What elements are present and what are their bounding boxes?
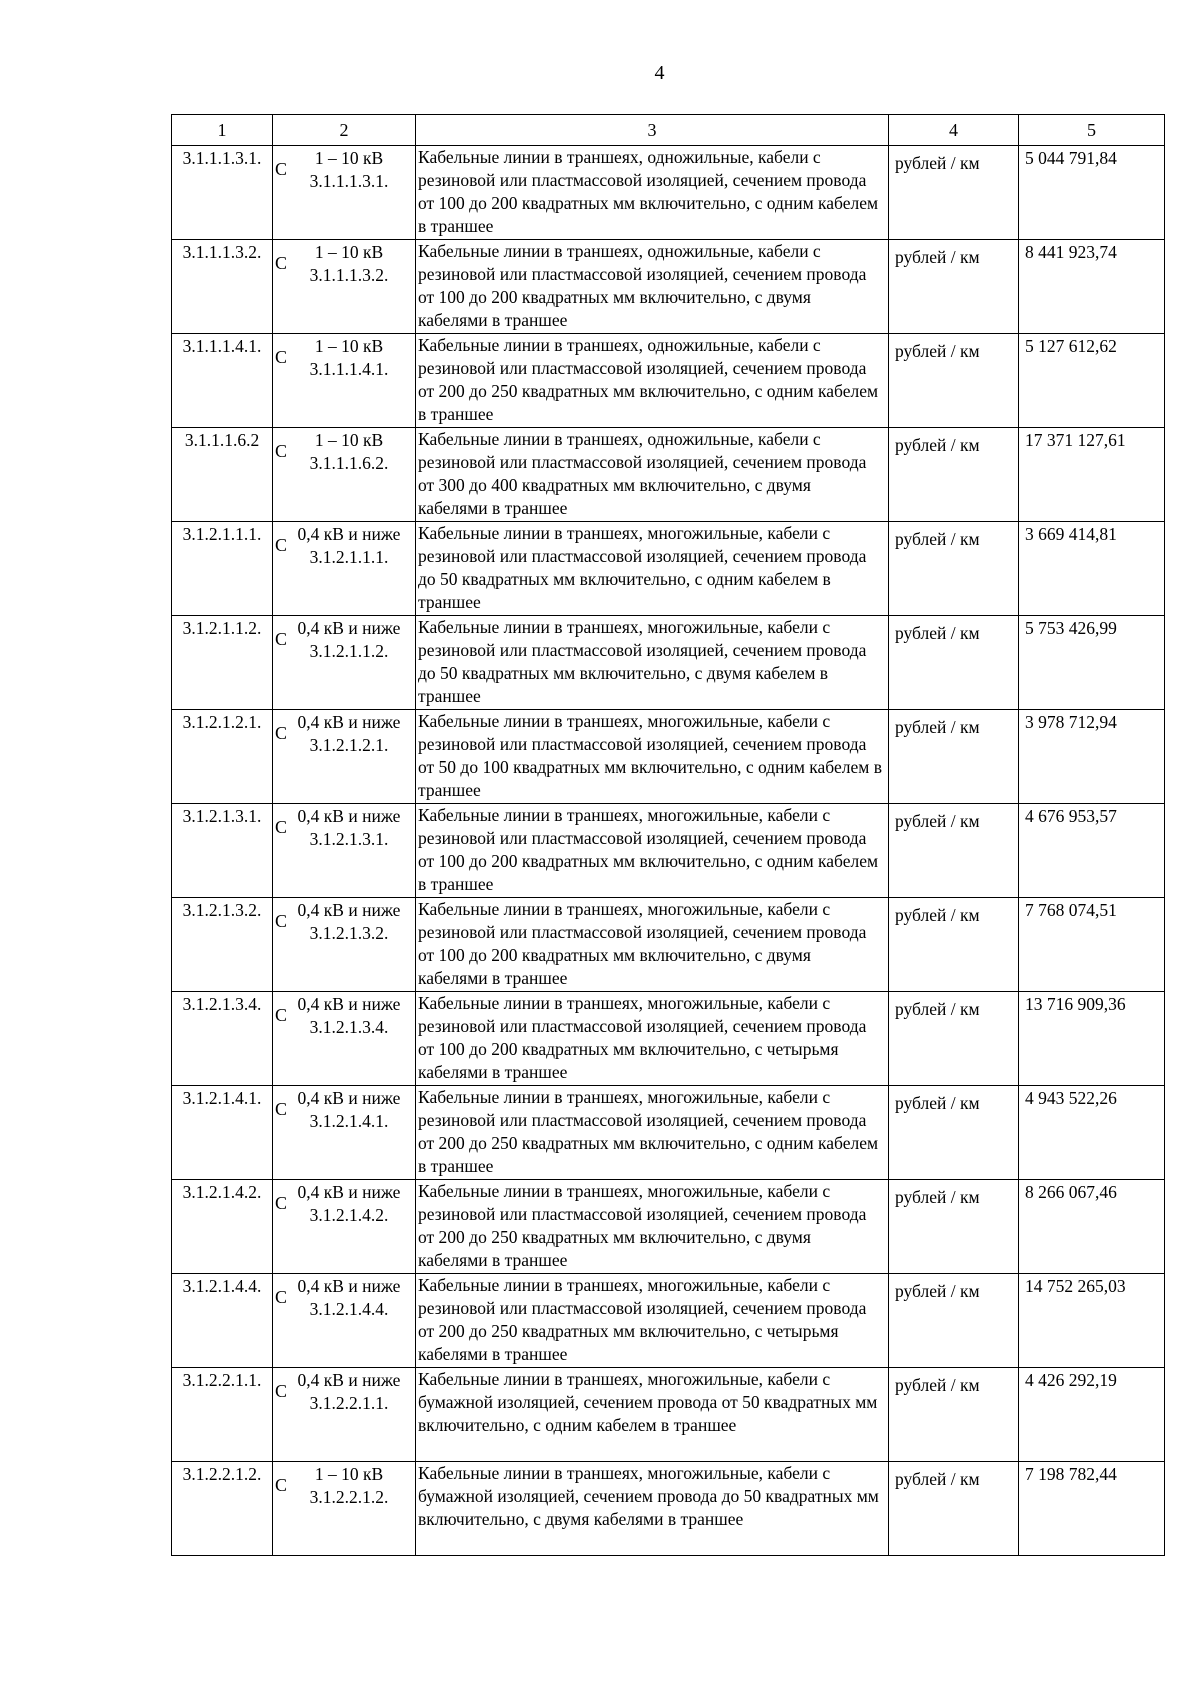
header-row: [172, 115, 1165, 146]
voltage-cell: [273, 428, 416, 522]
sub-code: 3.1.1.1.3.1.: [309, 171, 389, 191]
column-header: 1: [172, 115, 273, 146]
item-description: Кабельные линии в траншеях, одножильные, кабели с резиновой или пластмассовой изоляцией, сечением провода от 200 до 250 квадратных мм включительно, с одним кабелем в траншее: [416, 334, 889, 428]
item-description: Кабельные линии в траншеях, многожильные, кабели с бумажной изоляцией, сечением провода до 50 квадратных мм включительно, с двумя кабелями в траншее: [416, 1462, 889, 1556]
price: 7 768 074,51: [1019, 898, 1165, 992]
voltage-class: 0,4 кВ и ниже: [297, 712, 401, 732]
c-marker: С: [275, 1475, 288, 1495]
item-code: 3.1.1.1.3.1.: [172, 146, 273, 240]
c-marker: С: [275, 1005, 288, 1025]
unit: рублей / км: [889, 428, 1019, 522]
table-row: [172, 146, 1165, 240]
price: 3 669 414,81: [1019, 522, 1165, 616]
c-marker: С: [275, 347, 288, 367]
price: 4 943 522,26: [1019, 1086, 1165, 1180]
item-code: 3.1.2.1.1.2.: [172, 616, 273, 710]
c-marker: С: [275, 1099, 288, 1119]
voltage-class: 0,4 кВ и ниже: [297, 1182, 401, 1202]
c-marker: С: [275, 1381, 288, 1401]
c-marker: С: [275, 535, 288, 555]
sub-code: 3.1.2.1.4.2.: [309, 1205, 389, 1225]
price: 7 198 782,44: [1019, 1462, 1165, 1556]
sub-code: 3.1.1.1.4.1.: [309, 359, 389, 379]
sub-code: 3.1.2.1.1.2.: [309, 641, 389, 661]
sub-code: 3.1.1.1.6.2.: [309, 453, 389, 473]
voltage-class: 1 – 10 кВ: [314, 1464, 384, 1484]
item-description: Кабельные линии в траншеях, одножильные, кабели с резиновой или пластмассовой изоляцией, сечением провода от 100 до 200 квадратных мм включительно, с одним кабелем в траншее: [416, 146, 889, 240]
unit: рублей / км: [889, 522, 1019, 616]
sub-code: 3.1.2.1.2.1.: [309, 735, 389, 755]
voltage-cell: [273, 522, 416, 616]
unit: рублей / км: [889, 1180, 1019, 1274]
table-row: [172, 898, 1165, 992]
item-description: Кабельные линии в траншеях, многожильные, кабели с бумажной изоляцией, сечением провода от 50 квадратных мм включительно, с одним кабелем в траншее: [416, 1368, 889, 1462]
c-marker: С: [275, 629, 288, 649]
table-row: [172, 522, 1165, 616]
item-code: 3.1.2.1.2.1.: [172, 710, 273, 804]
voltage-cell: [273, 334, 416, 428]
c-marker: С: [275, 911, 288, 931]
unit: рублей / км: [889, 804, 1019, 898]
price: 3 978 712,94: [1019, 710, 1165, 804]
voltage-class: 1 – 10 кВ: [314, 148, 384, 168]
column-header: 5: [1019, 115, 1165, 146]
table-body: [172, 146, 1165, 1556]
table-row: [172, 1274, 1165, 1368]
unit: рублей / км: [889, 334, 1019, 428]
voltage-cell: [273, 1368, 416, 1462]
item-code: 3.1.2.2.1.1.: [172, 1368, 273, 1462]
price: 8 441 923,74: [1019, 240, 1165, 334]
sub-code: 3.1.2.2.1.1.: [309, 1393, 389, 1413]
item-code: 3.1.2.1.3.4.: [172, 992, 273, 1086]
item-code: 3.1.2.1.3.1.: [172, 804, 273, 898]
unit: рублей / км: [889, 898, 1019, 992]
voltage-class: 1 – 10 кВ: [314, 430, 384, 450]
c-marker: С: [275, 159, 288, 179]
c-marker: С: [275, 441, 288, 461]
voltage-cell: [273, 710, 416, 804]
sub-code: 3.1.2.2.1.2.: [309, 1487, 389, 1507]
voltage-class: 0,4 кВ и ниже: [297, 994, 401, 1014]
voltage-class: 0,4 кВ и ниже: [297, 618, 401, 638]
rates-table: [171, 114, 1165, 1556]
voltage-class: 1 – 10 кВ: [314, 242, 384, 262]
item-description: Кабельные линии в траншеях, одножильные, кабели с резиновой или пластмассовой изоляцией, сечением провода от 300 до 400 квадратных мм включительно, с двумя кабелями в траншее: [416, 428, 889, 522]
sub-code: 3.1.1.1.3.2.: [309, 265, 389, 285]
item-description: Кабельные линии в траншеях, многожильные, кабели с резиновой или пластмассовой изоляцией, сечением провода от 200 до 250 квадратных мм включительно, с одним кабелем в траншее: [416, 1086, 889, 1180]
voltage-cell: [273, 616, 416, 710]
item-description: Кабельные линии в траншеях, одножильные, кабели с резиновой или пластмассовой изоляцией, сечением провода от 100 до 200 квадратных мм включительно, с двумя кабелями в траншее: [416, 240, 889, 334]
voltage-class: 0,4 кВ и ниже: [297, 524, 401, 544]
item-code: 3.1.1.1.3.2.: [172, 240, 273, 334]
item-description: Кабельные линии в траншеях, многожильные, кабели с резиновой или пластмассовой изоляцией, сечением провода от 200 до 250 квадратных мм включительно, с четырьмя кабелями в траншее: [416, 1274, 889, 1368]
c-marker: С: [275, 253, 288, 273]
item-code: 3.1.2.1.3.2.: [172, 898, 273, 992]
column-header: 4: [889, 115, 1019, 146]
table-row: [172, 334, 1165, 428]
table-row: [172, 992, 1165, 1086]
price: 14 752 265,03: [1019, 1274, 1165, 1368]
voltage-class: 0,4 кВ и ниже: [297, 1370, 401, 1390]
sub-code: 3.1.2.1.1.1.: [309, 547, 389, 567]
voltage-class: 0,4 кВ и ниже: [297, 806, 401, 826]
table-row: [172, 710, 1165, 804]
unit: рублей / км: [889, 146, 1019, 240]
unit: рублей / км: [889, 1368, 1019, 1462]
item-description: Кабельные линии в траншеях, многожильные, кабели с резиновой или пластмассовой изоляцией, сечением провода от 100 до 200 квадратных мм включительно, с четырьмя кабелями в траншее: [416, 992, 889, 1086]
column-header: 3: [416, 115, 889, 146]
page-number: 4: [654, 62, 665, 84]
table-row: [172, 240, 1165, 334]
item-description: Кабельные линии в траншеях, многожильные, кабели с резиновой или пластмассовой изоляцией, сечением провода до 50 квадратных мм включительно, с одним кабелем в траншее: [416, 522, 889, 616]
unit: рублей / км: [889, 616, 1019, 710]
table-row: [172, 1086, 1165, 1180]
voltage-class: 1 – 10 кВ: [314, 336, 384, 356]
item-code: 3.1.2.1.4.2.: [172, 1180, 273, 1274]
c-marker: С: [275, 1287, 288, 1307]
unit: рублей / км: [889, 1086, 1019, 1180]
voltage-class: 0,4 кВ и ниже: [297, 900, 401, 920]
item-code: 3.1.2.1.4.1.: [172, 1086, 273, 1180]
price: 5 044 791,84: [1019, 146, 1165, 240]
voltage-class: 0,4 кВ и ниже: [297, 1088, 401, 1108]
item-description: Кабельные линии в траншеях, многожильные, кабели с резиновой или пластмассовой изоляцией, сечением провода от 50 до 100 квадратных мм включительно, с одним кабелем в траншее: [416, 710, 889, 804]
voltage-cell: [273, 898, 416, 992]
voltage-cell: [273, 804, 416, 898]
table-row: [172, 616, 1165, 710]
price: 13 716 909,36: [1019, 992, 1165, 1086]
c-marker: С: [275, 817, 288, 837]
unit: рублей / км: [889, 710, 1019, 804]
item-code: 3.1.1.1.6.2: [172, 428, 273, 522]
c-marker: С: [275, 723, 288, 743]
table-row: [172, 1180, 1165, 1274]
sub-code: 3.1.2.1.4.4.: [309, 1299, 389, 1319]
voltage-class: 0,4 кВ и ниже: [297, 1276, 401, 1296]
sub-code: 3.1.2.1.3.4.: [309, 1017, 389, 1037]
unit: рублей / км: [889, 1274, 1019, 1368]
price: 17 371 127,61: [1019, 428, 1165, 522]
column-header: 2: [273, 115, 416, 146]
c-marker: С: [275, 1193, 288, 1213]
sub-code: 3.1.2.1.3.1.: [309, 829, 389, 849]
table-row: [172, 1368, 1165, 1462]
price: 4 676 953,57: [1019, 804, 1165, 898]
price: 5 127 612,62: [1019, 334, 1165, 428]
item-description: Кабельные линии в траншеях, многожильные, кабели с резиновой или пластмассовой изоляцией, сечением провода от 100 до 200 квадратных мм включительно, с двумя кабелями в траншее: [416, 898, 889, 992]
voltage-cell: [273, 146, 416, 240]
item-description: Кабельные линии в траншеях, многожильные, кабели с резиновой или пластмассовой изоляцией, сечением провода от 100 до 200 квадратных мм включительно, с одним кабелем в траншее: [416, 804, 889, 898]
unit: рублей / км: [889, 992, 1019, 1086]
voltage-cell: [273, 240, 416, 334]
item-code: 3.1.1.1.4.1.: [172, 334, 273, 428]
item-code: 3.1.2.1.1.1.: [172, 522, 273, 616]
item-description: Кабельные линии в траншеях, многожильные, кабели с резиновой или пластмассовой изоляцией, сечением провода от 200 до 250 квадратных мм включительно, с двумя кабелями в траншее: [416, 1180, 889, 1274]
item-code: 3.1.2.2.1.2.: [172, 1462, 273, 1556]
unit: рублей / км: [889, 1462, 1019, 1556]
sub-code: 3.1.2.1.4.1.: [309, 1111, 389, 1131]
price: 4 426 292,19: [1019, 1368, 1165, 1462]
sub-code: 3.1.2.1.3.2.: [309, 923, 389, 943]
price: 8 266 067,46: [1019, 1180, 1165, 1274]
voltage-cell: [273, 992, 416, 1086]
voltage-cell: [273, 1180, 416, 1274]
item-description: Кабельные линии в траншеях, многожильные, кабели с резиновой или пластмассовой изоляцией, сечением провода до 50 квадратных мм включительно, с двумя кабелем в траншее: [416, 616, 889, 710]
item-code: 3.1.2.1.4.4.: [172, 1274, 273, 1368]
voltage-cell: [273, 1274, 416, 1368]
table-row: [172, 1462, 1165, 1556]
price: 5 753 426,99: [1019, 616, 1165, 710]
table-row: [172, 428, 1165, 522]
table-row: [172, 804, 1165, 898]
voltage-cell: [273, 1086, 416, 1180]
voltage-cell: [273, 1462, 416, 1556]
unit: рублей / км: [889, 240, 1019, 334]
